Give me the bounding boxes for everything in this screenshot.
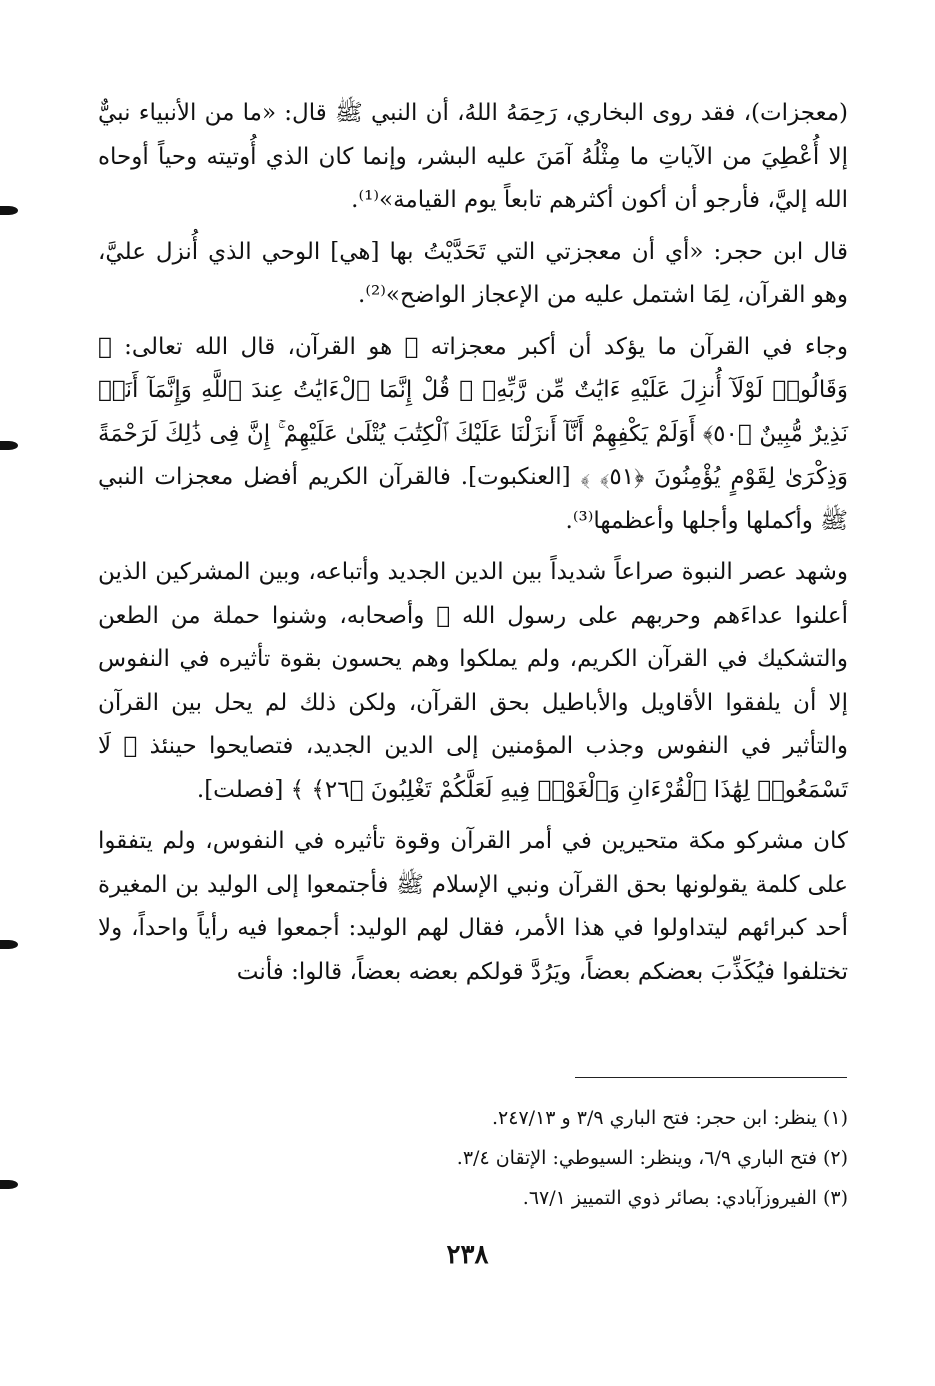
quran-verse-ankabut: ﴿ وَقَالُوا۟ لَوْلَآ أُنزِلَ عَلَيْهِ ءَايَٰتٌ مِّن رَّبِّهِۦ ۖ قُلْ إِنَّمَا ٱلْءَايَٰتُ عِندَ ٱللَّهِ وَإِنَّمَآ أَنَا۠ نَذِيرٌ مُّبِينٌ ﴿٥٠﴾ أَوَلَمْ يَكْفِهِمْ أَنَّآ أَنزَلْنَا عَلَيْكَ ٱلْكِتَٰبَ يُتْلَىٰ عَلَيْهِمْ ۚ إِنَّ فِى ذَٰلِكَ لَرَحْمَةً وَذِكْرَىٰ لِقَوْمٍ يُؤْمِنُونَ ﴿٥١﴾ ﴾ <box>98 333 849 490</box>
paragraph-3-rest: [العنكبوت]. فالقرآن الكريم أفضل معجزات النبي ﷺ وأكملها وأجلها وأعظمها⁽³⁾. <box>98 464 848 534</box>
paragraph-4-text: وشهد عصر النبوة صراعاً شديداً بين الدين الجديد وأتباعه، وبين المشركين الذين أعلنوا عداءَهم وحربهم على رسول الله ﷺ وأصحابه، وشنوا حملة من الطعن والتشكيك في القرآن الكريم، ولم يملكوا وهم يحسون بقوة تأثيره في النفوس إلا أن يلفقوا الأقاويل والأباطيل بحق القرآن، ولكن ذلك لم يحل بين القرآن والتأثير في النفوس وجذب المؤمنين إلى الدين الجديد، فتصايحوا حينئذ <box>98 559 849 759</box>
paragraph-1: (معجزات)، فقد روى البخاري، رَحِمَهُ اللهُ، أن النبي ﷺ قال: «ما من الأنبياء نبيٌّ إلا أُعْطِيَ من الآياتِ ما مِثْلُهُ آمَنَ عليه البشر، وإنما كان الذي أُوتيته وحياً أوحاه الله إليَّ، فأرجو أن أكون أكثرهم تابعاً يوم القيامة»⁽¹⁾. <box>98 100 848 213</box>
paragraph-2: قال ابن حجر: «أي أن معجزتي التي تَحَدَّيْتُ بها [هي] الوحي الذي أُنزل عليَّ، وهو القرآن، لِمَا اشتمل عليه من الإعجاز الواضح»⁽²⁾. <box>98 238 848 308</box>
binding-mark <box>0 1180 18 1189</box>
footnotes <box>300 1098 848 1218</box>
footnote-1: (١) ينظر: ابن حجر: فتح الباري ٣/٩ و ٢٤٧/١٣. <box>492 1107 848 1129</box>
footnote-2: (٢) فتح الباري ٦/٩، وينظر: السيوطي: الإتقان ٣/٤. <box>456 1147 848 1169</box>
binding-mark <box>0 206 18 215</box>
binding-mark <box>0 940 18 949</box>
footnote-3: (٣) الفيروزآبادي: بصائر ذوي التمييز ٦٧/١. <box>522 1187 848 1209</box>
paragraph-3 <box>98 326 848 544</box>
paragraph-3-intro: وجاء في القرآن ما يؤكد أن أكبر معجزاته ﷺ هو القرآن، قال الله تعالى: <box>124 333 848 360</box>
paragraph-4 <box>98 551 848 812</box>
paragraph-4-ref: [فصلت]. <box>196 776 284 803</box>
binding-mark <box>0 441 18 450</box>
page-number: ٢٣٨ <box>446 1240 489 1270</box>
main-text <box>98 92 848 994</box>
footnote-separator <box>575 1077 847 1078</box>
quran-verse-fussilat: ﴿ لَا تَسْمَعُوا۟ لِهَٰذَا ٱلْقُرْءَانِ وَٱلْغَوْا۟ فِيهِ لَعَلَّكُمْ تَغْلِبُونَ ﴿٢٦﴾ ﴾ <box>98 733 848 803</box>
paragraph-5: كان مشركو مكة متحيرين في أمر القرآن وقوة تأثيره في النفوس، ولم يتفقوا على كلمة يقولونها بحق القرآن ونبي الإسلام ﷺ فأجتمعوا إلى الوليد بن المغيرة أحد كبرائهم ليتداولوا في هذا الأمر، فقال لهم الوليد: أجمعوا فيه رأياً واحداً، ولا تختلفوا فيُكَذِّبَ بعضكم بعضاً، ويَرُدَّ قولكم بعضه بعضاً، قالوا: فأنت <box>98 828 848 985</box>
